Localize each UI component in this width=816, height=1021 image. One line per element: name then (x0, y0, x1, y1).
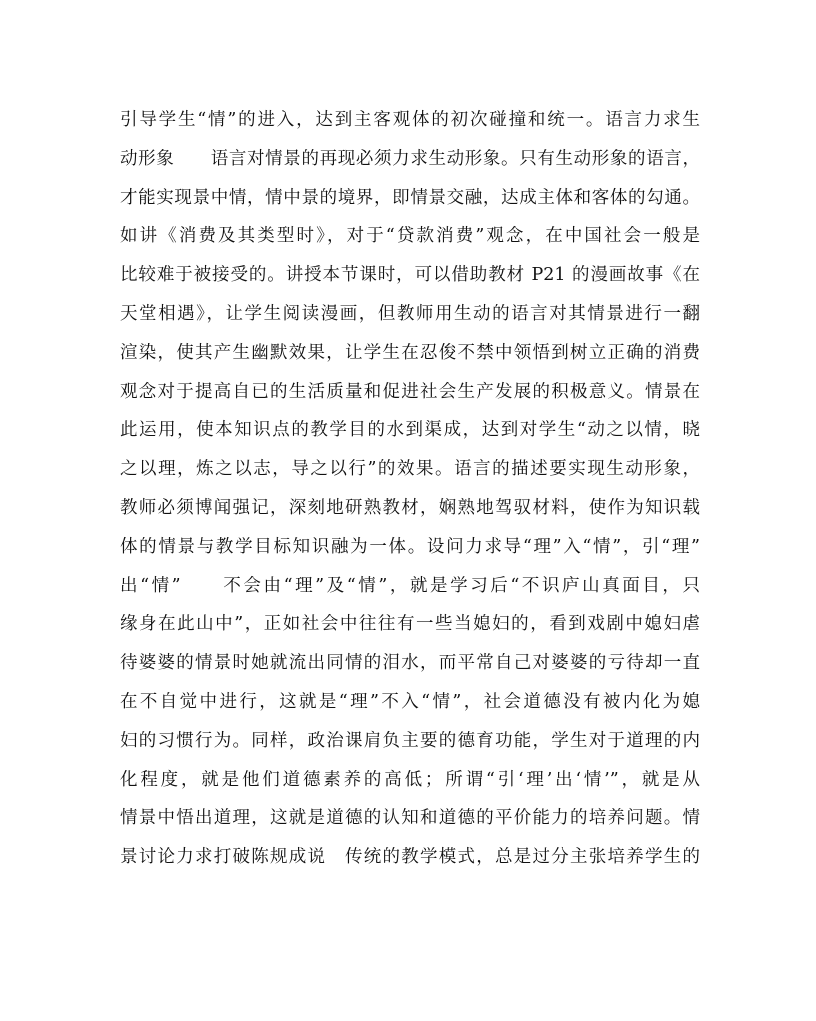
text-line: 才能实现景中情，情中景的境界，即情景交融，达成主体和客体的勾通。 (120, 187, 700, 208)
text-line: 缘身在此山中”，正如社会中往往有一些当媳妇的，看到戏剧中媳妇虐 (120, 614, 700, 635)
text-line: 引导学生“情”的进入，达到主客观体的初次碰撞和统一。语言力求生 (120, 110, 700, 130)
text-line: 天堂相遇》，让学生阅读漫画，但教师用生动的语言对其情景进行一翻 (120, 303, 700, 324)
text-line: 景讨论力求打破陈规成说 传统的教学模式，总是过分主张培养学生的 (120, 847, 700, 868)
text-line: 渲染，使其产生幽默效果，让学生在忍俊不禁中领悟到树立正确的消费 (120, 342, 700, 363)
text-line: 在不自觉中进行，这就是“理”不入“情”，社会道德没有被内化为媳 (120, 691, 700, 712)
text-line: 情景中悟出道理，这就是道德的认知和道德的平价能力的培养问题。情 (120, 808, 700, 829)
text-line: 出“情” 不会由“理”及“情”，就是学习后“不识庐山真面目，只 (120, 575, 700, 596)
text-line: 之以理，炼之以志，导之以行”的效果。语言的描述要实现生动形象， (120, 459, 700, 480)
body-text (120, 101, 700, 877)
text-line: 待婆婆的情景时她就流出同情的泪水，而平常自己对婆婆的亏待却一直 (120, 653, 700, 674)
text-line: 动形象 语言对情景的再现必须力求生动形象。只有生动形象的语言， (120, 148, 700, 169)
text-line: 教师必须博闻强记，深刻地研熟教材，娴熟地驾驭材料，使作为知识载 (120, 497, 700, 518)
text-line: 如讲《消费及其类型时》，对于“贷款消费”观念，在中国社会一般是 (120, 226, 700, 247)
text-line: 化程度，就是他们道德素养的高低；所谓“引‘理’出‘情’”，就是从 (120, 769, 700, 790)
text-line: 比较难于被接受的。讲授本节课时，可以借助教材 P21 的漫画故事《在 (120, 265, 700, 286)
text-line: 体的情景与教学目标知识融为一体。设问力求导“理”入“情”，引“理” (120, 536, 700, 557)
text-line: 观念对于提高自已的生活质量和促进社会生产发展的积极意义。情景在 (120, 381, 700, 402)
text-line: 此运用，使本知识点的教学目的水到渠成，达到对学生“动之以情，晓 (120, 420, 700, 441)
text-line: 妇的习惯行为。同样，政治课肩负主要的德育功能，学生对于道理的内 (120, 730, 700, 751)
